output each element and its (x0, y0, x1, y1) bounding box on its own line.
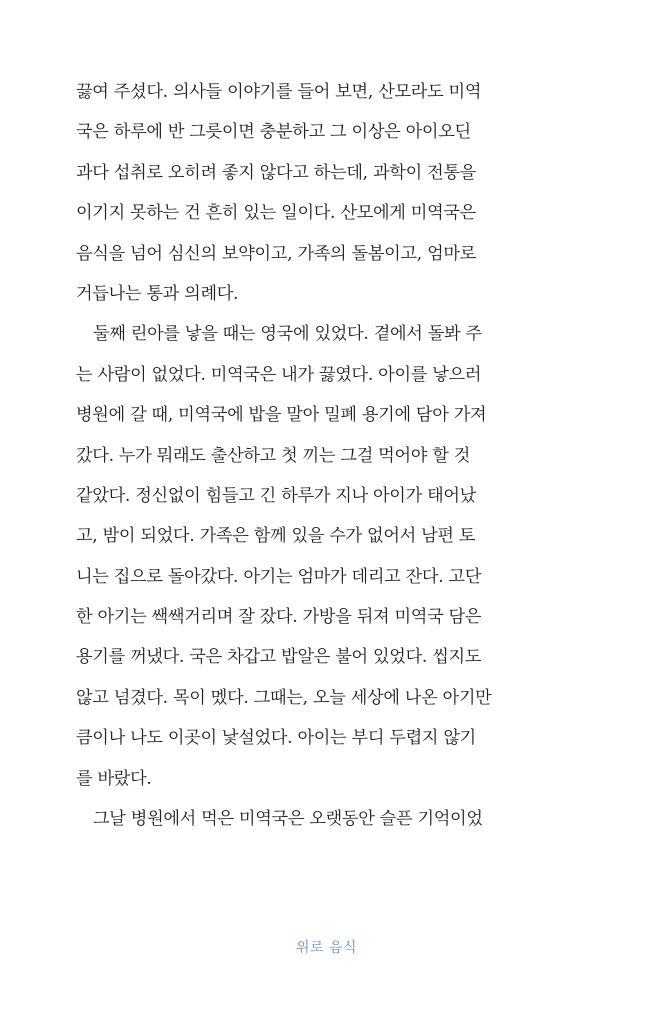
text-line: 과다 섭취로 오히려 좋지 않다고 하는데, 과학이 전통을 (76, 162, 476, 183)
text-line-paragraph-start: 그날 병원에서 먹은 미역국은 오랫동안 슬픈 기억이었 (93, 809, 483, 830)
text-line: 병원에 갈 때, 미역국에 밥을 말아 밀폐 용기에 담아 가져 (76, 405, 487, 426)
text-line: 거듭나는 통과 의례다. (76, 283, 239, 304)
text-line: 갔다. 누가 뭐래도 출산하고 첫 끼는 그걸 먹어야 할 것 (76, 445, 471, 466)
body-text (76, 72, 508, 839)
text-line: 이기지 못하는 건 흔히 있는 일이다. 산모에게 미역국은 (76, 203, 476, 224)
text-line-paragraph-start: 둘째 린아를 낳을 때는 영국에 있었다. 곁에서 돌봐 주 (93, 324, 482, 345)
text-line: 고, 밤이 되었다. 가족은 함께 있을 수가 없어서 남편 토 (76, 526, 476, 547)
text-line: 니는 집으로 돌아갔다. 아기는 엄마가 데리고 잔다. 고단 (76, 566, 482, 587)
running-title-footer: 위로 음식 (295, 940, 358, 956)
text-line: 용기를 꺼냈다. 국은 차갑고 밥알은 불어 있었다. 씹지도 (76, 647, 482, 668)
text-line: 않고 넘겼다. 목이 멨다. 그때는, 오늘 세상에 나온 아기만 (76, 687, 492, 708)
text-line: 는 사람이 없었다. 미역국은 내가 끓였다. 아이를 낳으러 (76, 364, 482, 385)
text-line: 국은 하루에 반 그릇이면 충분하고 그 이상은 아이오딘 (76, 122, 471, 143)
text-line: 끓여 주셨다. 의사들 이야기를 들어 보면, 산모라도 미역 (76, 82, 482, 102)
text-line: 같았다. 정신없이 힘들고 긴 하루가 지나 아이가 태어났 (76, 485, 476, 506)
text-line: 음식을 넘어 심신의 보약이고, 가족의 돌봄이고, 엄마로 (76, 243, 476, 264)
text-line: 큼이나 나도 이곳이 낯설었다. 아이는 부디 두렵지 않기 (76, 728, 476, 749)
text-line: 한 아기는 쌕쌕거리며 잘 잤다. 가방을 뒤져 미역국 담은 (76, 607, 482, 628)
text-line: 를 바랐다. (76, 768, 152, 789)
